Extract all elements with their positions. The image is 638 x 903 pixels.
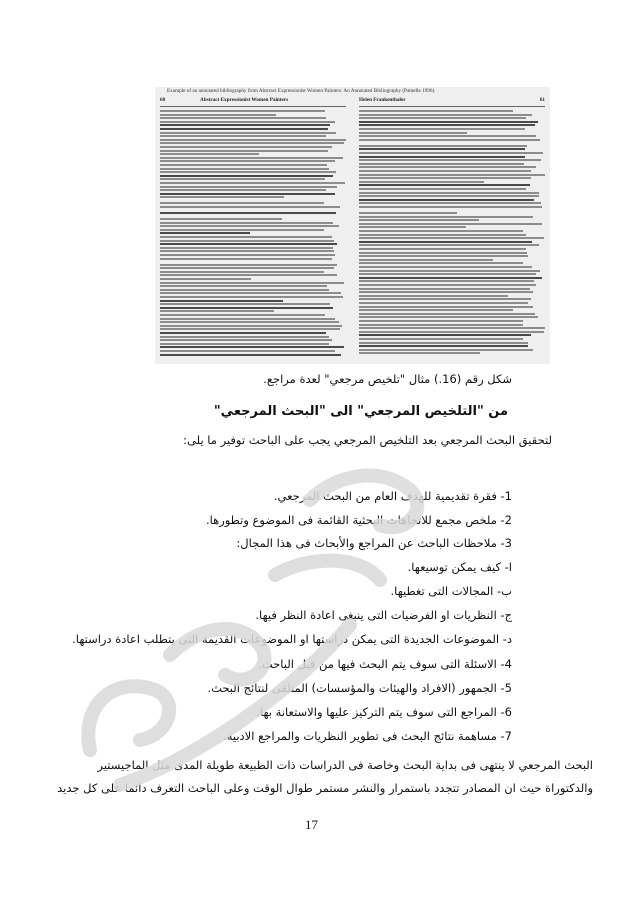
scan-text-line: [359, 241, 532, 243]
scan-text-line: [359, 309, 513, 311]
scan-text-line: [359, 148, 525, 150]
scan-text-line: [160, 264, 337, 266]
scan-caption: Example of an annotated bibliography from Abstract Expressionist Women Painters: An Annotated Bibliography (Patnelle 1996).: [167, 88, 436, 94]
scan-text-line: [160, 128, 328, 130]
scan-text-line: [160, 254, 335, 256]
scan-text-line: [359, 114, 532, 116]
scan-text-line: [359, 128, 525, 130]
scan-text-line: [160, 321, 339, 323]
scan-text-line: [359, 352, 480, 354]
scan-text-line: [160, 193, 335, 195]
list-sub-item: ب- المجالات التى تغطيها.: [390, 584, 512, 598]
scan-left-page-number: 60: [160, 97, 166, 103]
scan-text-line: [160, 240, 334, 242]
scan-text-line: [160, 117, 326, 119]
scan-text-line: [160, 271, 324, 273]
scan-text-line: [160, 346, 344, 348]
scan-text-line: [160, 124, 330, 126]
scan-text-line: [359, 331, 544, 333]
scan-text-line: [160, 225, 339, 227]
scan-text-line: [160, 332, 326, 334]
scan-text-line: [160, 310, 274, 312]
scan-left-header: [160, 97, 346, 107]
scan-text-line: [359, 174, 545, 176]
scan-text-line: [359, 320, 523, 322]
scan-text-line: [359, 259, 493, 261]
scan-text-line: [160, 336, 329, 338]
scan-text-line: [160, 218, 282, 220]
scan-text-line: [359, 266, 532, 268]
scan-left-text-lines: [160, 110, 346, 359]
scan-text-line: [160, 318, 335, 320]
scan-text-line: [160, 303, 330, 305]
figure-caption: شكل رقم (16.) مثال "تلخيص مرجعي" لعدة مراجع.: [263, 372, 512, 386]
scan-text-line: [359, 156, 525, 158]
scan-text-line: [359, 177, 531, 179]
scan-text-line: [160, 314, 325, 316]
scan-text-line: [359, 342, 528, 344]
scan-text-line: [359, 313, 535, 315]
scan-left-header-title: Abstract Expressionist Women Painters: [200, 97, 289, 103]
scan-text-line: [359, 110, 513, 112]
scan-text-line: [160, 186, 337, 188]
scan-text-line: [359, 170, 531, 172]
scan-text-line: [359, 188, 526, 190]
scan-text-line: [359, 244, 539, 246]
scan-text-line: [359, 306, 533, 308]
scan-text-line: [359, 121, 538, 123]
scan-text-line: [160, 142, 344, 144]
scan-text-line: [359, 248, 526, 250]
scan-text-line: [359, 145, 527, 147]
scanned-bibliography-image: [155, 87, 550, 364]
scan-text-line: [359, 181, 484, 183]
scan-text-line: [359, 230, 523, 232]
scan-text-line: [359, 349, 533, 351]
scan-text-line: [160, 157, 343, 159]
scan-text-line: [359, 298, 531, 300]
scan-right-header: [359, 97, 545, 107]
scan-text-line: [160, 196, 284, 198]
scan-text-line: [359, 223, 542, 225]
scan-text-line: [160, 178, 325, 180]
scan-text-line: [359, 345, 528, 347]
scan-text-line: [359, 135, 536, 137]
scan-text-line: [160, 135, 326, 137]
scan-text-line: [359, 327, 545, 329]
scan-text-line: [160, 168, 329, 170]
scan-text-line: [359, 302, 528, 304]
scan-text-line: [359, 124, 535, 126]
scan-text-line: [359, 216, 533, 218]
scan-text-line: [160, 121, 335, 123]
scan-text-line: [160, 182, 345, 184]
scan-text-line: [160, 114, 276, 116]
scan-text-line: [359, 195, 539, 197]
scan-text-line: [160, 278, 251, 280]
scan-text-line: [160, 236, 332, 238]
scan-text-line: [359, 284, 536, 286]
scan-text-line: [359, 270, 540, 272]
scan-text-line: [359, 338, 523, 340]
scan-text-line: [160, 307, 333, 309]
list-item: 2- ملخص مجمع للاتجاهات البحثية القائمة فى الموضوع وتطورها.: [205, 513, 512, 527]
scan-left-page: [160, 97, 346, 359]
scan-text-line: [160, 153, 259, 155]
scan-right-header-title: Helen Frankenthaler: [359, 97, 406, 103]
list-item: 4- الاسئلة التى سوف يتم البحث فيها من قبل الباحث.: [258, 657, 512, 671]
scan-text-line: [160, 222, 333, 224]
scan-right-text-lines: [359, 110, 545, 359]
scan-text-line: [160, 325, 342, 327]
scan-text-line: [160, 292, 341, 294]
scan-text-line: [359, 273, 536, 275]
closing-paragraph-line: والدكتوراة حيث ان المصادر تتجدد باستمرار والنشر مستمر طوال الوقت وعلى الباحث التعرف دائما على كل جديد: [57, 781, 593, 795]
list-sub-item: ا- كيف يمكن توسيعها.: [407, 560, 512, 574]
scan-text-line: [160, 171, 336, 173]
scan-text-line: [359, 163, 524, 165]
scan-text-line: [160, 189, 326, 191]
scan-text-line: [359, 192, 539, 194]
scan-text-line: [160, 139, 346, 141]
scan-text-line: [160, 232, 250, 234]
scan-text-line: [160, 164, 327, 166]
scan-text-line: [160, 110, 325, 112]
closing-paragraph-line: البحث المرجعي لا ينتهى فى بداية البحث وخاصة فى الدراسات ذات الطبيعة طويلة المدى مثل الماجيستير: [97, 758, 593, 772]
scan-text-line: [160, 243, 337, 245]
scan-text-line: [160, 274, 337, 276]
scan-text-line: [359, 202, 541, 204]
list-item: 5- الجمهور (الافراد والهيئات والمؤسسات) المتلقى لنتائج البحث.: [207, 681, 512, 695]
list-item: 3- ملاحظات الباحث عن المراجع والأبحاث فى هذا المجال:: [236, 536, 512, 550]
scan-text-line: [160, 202, 324, 204]
scan-text-line: [359, 288, 530, 290]
scan-text-line: [359, 117, 526, 119]
list-sub-item: ج- النظريات او الفرضيات التى ينبغى اعادة النظر فيها.: [255, 608, 512, 622]
scan-text-line: [160, 250, 334, 252]
scan-text-line: [359, 252, 527, 254]
scan-text-line: [160, 267, 334, 269]
scan-text-line: [160, 285, 327, 287]
scan-text-line: [359, 184, 530, 186]
scan-text-line: [160, 343, 329, 345]
scan-text-line: [359, 226, 466, 228]
scan-text-line: [359, 277, 542, 279]
scan-text-line: [160, 350, 335, 352]
scan-text-line: [160, 289, 329, 291]
scan-text-line: [359, 219, 479, 221]
scan-text-line: [359, 212, 457, 214]
scan-text-line: [160, 206, 340, 208]
scan-text-line: [359, 237, 544, 239]
scan-text-line: [359, 199, 534, 201]
scan-text-line: [359, 291, 533, 293]
scan-text-line: [359, 295, 508, 297]
scan-text-line: [359, 166, 536, 168]
scan-text-line: [359, 159, 541, 161]
scan-right-page-number: 61: [539, 97, 545, 103]
scan-right-page: [359, 97, 545, 359]
scan-text-line: [160, 300, 283, 302]
page-number: 17: [305, 817, 318, 832]
scan-text-line: [359, 255, 528, 257]
scan-text-line: [160, 247, 333, 249]
section-heading: من "التلخيص المرجعي" الى "البحث المرجعي": [213, 404, 508, 419]
scan-text-line: [359, 132, 467, 134]
intro-text: لتحقيق البحث المرجعي بعد التلخيص المرجعي يجب على الباحث توفير ما يلى:: [183, 433, 552, 447]
scan-text-line: [359, 334, 531, 336]
scan-text-line: [160, 146, 332, 148]
scan-text-line: [160, 354, 341, 356]
scan-text-line: [160, 296, 343, 298]
scan-text-line: [160, 150, 328, 152]
scan-text-line: [359, 139, 540, 141]
scan-text-line: [160, 282, 344, 284]
scan-text-line: [160, 328, 340, 330]
scan-text-line: [359, 316, 538, 318]
scan-text-line: [359, 280, 534, 282]
scan-text-line: [160, 175, 333, 177]
scan-text-line: [160, 160, 335, 162]
scan-text-line: [359, 324, 523, 326]
scan-text-line: [359, 206, 542, 208]
list-item: 1- فقرة تقديمية للهدف العام من البحث المرجعي.: [273, 489, 512, 503]
scan-text-line: [359, 152, 543, 154]
list-sub-item: د- الموضوعات الجديدة التى يمكن دراستها او الموضوعات القديمة التى يتطلب اعادة دراستها.: [72, 632, 512, 646]
scan-text-line: [160, 339, 332, 341]
scan-text-line: [160, 132, 336, 134]
scan-text-line: [160, 258, 332, 260]
scan-text-line: [160, 212, 336, 214]
list-item: 7- مساهمة نتائج البحث فى تطوير النظريات والمراجع الادبية.: [223, 729, 512, 743]
list-item: 6- المراجع التى سوف يتم التركيز عليها والاستعانة بها.: [256, 705, 512, 719]
scan-text-line: [359, 234, 526, 236]
scan-text-line: [160, 229, 324, 231]
scan-text-line: [359, 262, 523, 264]
